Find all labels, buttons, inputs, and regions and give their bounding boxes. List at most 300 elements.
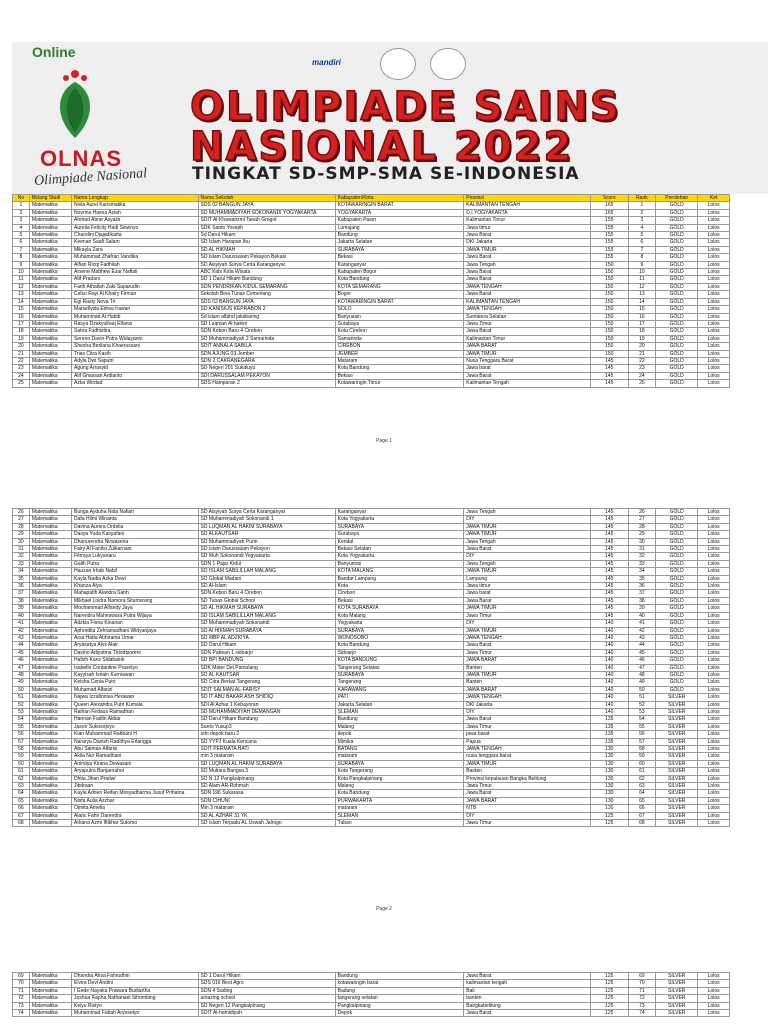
- table-cell: 135: [590, 731, 628, 738]
- table-cell: Matematika: [29, 531, 71, 538]
- table-cell: Galih Putra: [72, 560, 199, 567]
- column-header: Provinsi: [464, 195, 591, 202]
- table-cell: 70: [13, 980, 30, 987]
- table-row: [13, 649, 730, 656]
- table-row: [13, 760, 730, 767]
- table-cell: Keiyu Ristyo: [72, 1002, 199, 1009]
- table-cell: 11: [13, 276, 30, 283]
- table-cell: GOLD: [656, 597, 698, 604]
- table-cell: Kota Cirebon: [335, 328, 464, 335]
- table-cell: SD 1 Darul Hikam Bandung: [198, 276, 335, 283]
- table-cell: 125: [590, 987, 628, 994]
- table-cell: SDIT PERMATA HATI: [198, 746, 335, 753]
- table-cell: 6: [13, 239, 30, 246]
- table-cell: DIY: [464, 708, 591, 715]
- table-cell: GOLD: [656, 568, 698, 575]
- table-cell: Isabelle Contantine Prasetyo: [72, 664, 199, 671]
- table-cell: SILVER: [656, 738, 698, 745]
- table-cell: Lolos: [698, 531, 730, 538]
- table-cell: D.I.YOGYAKARTA: [464, 209, 591, 216]
- table-cell: Matematika: [29, 313, 71, 320]
- table-cell: Lolos: [698, 820, 730, 827]
- table-cell: Shesha Berliana Khaerussani: [72, 343, 199, 350]
- table-cell: 145: [590, 597, 628, 604]
- table-cell: Banyumas: [335, 560, 464, 567]
- table-cell: SD Aisyiyah Surya Certa Karanganyar: [198, 261, 335, 268]
- table-cell: Lampung: [464, 575, 591, 582]
- table-cell: Aurelia Felicity Hadi Siswoyo: [72, 224, 199, 231]
- table-cell: Trias Citra Kasih: [72, 350, 199, 357]
- table-cell: Fairy Al Fanitsi Zulkarnain: [72, 546, 199, 553]
- table-cell: JAWA BARAT: [464, 343, 591, 350]
- table-cell: Matematika: [29, 335, 71, 342]
- table-cell: 49: [13, 679, 30, 686]
- table-cell: 55: [13, 723, 30, 730]
- table-cell: GOLD: [656, 320, 698, 327]
- table-cell: GOLD: [656, 605, 698, 612]
- table-cell: SD MUHAMMADIYAH DEMANGAN: [198, 708, 335, 715]
- table-cell: JAWA TIMUR: [464, 671, 591, 678]
- table-cell: Celso Rayi Al Khairy Firman: [72, 291, 199, 298]
- table-cell: Jawa Tengah: [464, 509, 591, 516]
- table-cell: 59: [13, 753, 30, 760]
- table-cell: 125: [590, 995, 628, 1002]
- table-cell: Jawa Barat: [464, 291, 591, 298]
- table-row: [13, 553, 730, 560]
- table-cell: 45: [13, 649, 30, 656]
- table-row: [13, 738, 730, 745]
- table-cell: 140: [590, 657, 628, 664]
- table-cell: Matematika: [29, 987, 71, 994]
- table-cell: 72: [628, 995, 655, 1002]
- table-cell: 51: [13, 694, 30, 701]
- table-row: [13, 642, 730, 649]
- table-cell: SDN 2 CAKRANEGARA: [198, 357, 335, 364]
- table-cell: Kabupaten Bogor: [335, 269, 464, 276]
- table-row: [13, 634, 730, 641]
- table-cell: Lolos: [698, 671, 730, 678]
- table-cell: 26: [13, 509, 30, 516]
- table-cell: NTB: [464, 805, 591, 812]
- table-cell: 58: [13, 746, 30, 753]
- table-cell: Jason Sukosojoyo: [72, 723, 199, 730]
- table-cell: SD Mutiara Bangsa 3: [198, 768, 335, 775]
- table-cell: Najwa Izzatinnisa Herawan: [72, 694, 199, 701]
- table-cell: JAWA TIMUR: [464, 350, 591, 357]
- table-cell: GOLD: [656, 627, 698, 634]
- table-row: [13, 365, 730, 372]
- table-cell: Joshua Rapha Nathanael Sihombing: [72, 995, 199, 1002]
- table-cell: SILVER: [656, 805, 698, 812]
- table-cell: GOLD: [656, 553, 698, 560]
- table-cell: 145: [590, 516, 628, 523]
- table-cell: 150: [590, 320, 628, 327]
- results-table-page1: [12, 194, 730, 388]
- table-cell: GOLD: [656, 246, 698, 253]
- table-cell: Sereno Davin Putra Widayanto: [72, 335, 199, 342]
- table-cell: Atif Pradani: [72, 276, 199, 283]
- table-cell: Cirebon: [335, 590, 464, 597]
- table-cell: Matematika: [29, 546, 71, 553]
- table-cell: 60: [628, 760, 655, 767]
- table-cell: SDN 1 Pajar Kidul: [198, 560, 335, 567]
- table-cell: 22: [628, 357, 655, 364]
- table-cell: banten: [464, 995, 591, 1002]
- table-cell: GOLD: [656, 224, 698, 231]
- table-cell: SD Alam AR-Rohmah: [198, 783, 335, 790]
- table-cell: 20: [13, 343, 30, 350]
- table-cell: GOLD: [656, 306, 698, 313]
- table-cell: Kota Pangkalpinang: [335, 775, 464, 782]
- table-cell: Jawa Barat: [464, 254, 591, 261]
- table-cell: Marsellysia Edrea Irawan: [72, 306, 199, 313]
- table-cell: Matematika: [29, 523, 71, 530]
- table-cell: Kian Muhammad Rabbani H: [72, 731, 199, 738]
- table-cell: SILVER: [656, 783, 698, 790]
- table-cell: SD YYPJ Kuala Kencana: [198, 738, 335, 745]
- table-row: [13, 746, 730, 753]
- table-cell: PATI: [335, 694, 464, 701]
- table-cell: Bandung: [335, 716, 464, 723]
- table-cell: 38: [628, 597, 655, 604]
- table-cell: Sd Darul Hikam: [198, 232, 335, 239]
- table-cell: 140: [590, 620, 628, 627]
- table-row: [13, 239, 730, 246]
- table-cell: 130: [590, 790, 628, 797]
- table-cell: Kayyisah Isnain Kurniawan: [72, 671, 199, 678]
- table-cell: SD Aisyiyah Surya Certa Karanganyar: [198, 509, 335, 516]
- table-cell: Rasya Dzakyulhaq Elfansi: [72, 320, 199, 327]
- table-cell: 21: [13, 350, 30, 357]
- table-cell: 36: [628, 583, 655, 590]
- table-cell: Matematika: [29, 768, 71, 775]
- results-table-page3: [12, 972, 730, 1017]
- table-cell: 4: [13, 224, 30, 231]
- table-cell: CIREBON: [335, 343, 464, 350]
- table-cell: SDS 02 BANGUN JAYA: [198, 298, 335, 305]
- table-cell: 155: [590, 224, 628, 231]
- table-cell: 150: [590, 343, 628, 350]
- table-cell: Jawa Barat: [464, 372, 591, 379]
- table-cell: SD Negeri 12 Pangkalpinang: [198, 1002, 335, 1009]
- table-cell: 64: [13, 790, 30, 797]
- table-row: [13, 686, 730, 693]
- table-cell: Matematika: [29, 805, 71, 812]
- table-cell: Matematika: [29, 365, 71, 372]
- table-cell: Jakarta Selatan: [335, 239, 464, 246]
- table-cell: JEMBER: [335, 350, 464, 357]
- table-cell: SD ISLAM SABILILLAH MALANG: [198, 568, 335, 575]
- table-cell: sdn depok baru 2: [198, 731, 335, 738]
- table-cell: Jawa Barat: [464, 716, 591, 723]
- results-table-page2: [12, 508, 730, 827]
- table-cell: Lolos: [698, 987, 730, 994]
- table-cell: 155: [590, 246, 628, 253]
- olnas-emblem-icon: [46, 62, 104, 140]
- table-cell: 71: [628, 987, 655, 994]
- table-cell: Lolos: [698, 246, 730, 253]
- table-cell: Mikhael Lisdra Namora Situmorang: [72, 597, 199, 604]
- table-cell: Lolos: [698, 760, 730, 767]
- table-cell: JAWA TIMUR: [464, 246, 591, 253]
- table-row: [13, 209, 730, 216]
- table-cell: nusa tenggara barat: [464, 753, 591, 760]
- table-cell: Lolos: [698, 634, 730, 641]
- table-cell: GOLD: [656, 283, 698, 290]
- table-cell: Lolos: [698, 753, 730, 760]
- table-cell: Hannan Fadlin Akbar: [72, 716, 199, 723]
- table-cell: Nisfa Aulia Azzhar: [72, 797, 199, 804]
- table-cell: 35: [628, 575, 655, 582]
- table-row: [13, 590, 730, 597]
- table-cell: Matematika: [29, 553, 71, 560]
- table-cell: 66: [628, 805, 655, 812]
- table-cell: Narendra Maheswara Putra Wijaya: [72, 612, 199, 619]
- table-cell: Matematika: [29, 343, 71, 350]
- table-cell: Tangerang: [335, 679, 464, 686]
- table-cell: 57: [628, 738, 655, 745]
- table-cell: Jawa Barat: [464, 642, 591, 649]
- column-header: Bidang Studi: [29, 195, 71, 202]
- table-cell: min 3 mataram: [198, 753, 335, 760]
- table-cell: Lolos: [698, 306, 730, 313]
- table-cell: Kota: [335, 583, 464, 590]
- table-cell: SD Muhammadiyah Sokonandi 1: [198, 516, 335, 523]
- table-cell: SURABAYA: [335, 523, 464, 530]
- table-cell: Jawa barat: [464, 590, 591, 597]
- table-cell: 15: [628, 306, 655, 313]
- table-row: [13, 269, 730, 276]
- table-cell: 67: [628, 812, 655, 819]
- table-cell: SDI Al Azhar 1 Kebayoran: [198, 701, 335, 708]
- table-cell: 32: [628, 553, 655, 560]
- table-cell: Lolos: [698, 583, 730, 590]
- table-row: [13, 357, 730, 364]
- table-cell: Matematika: [29, 671, 71, 678]
- table-cell: tangerang selatan: [335, 995, 464, 1002]
- table-cell: Matematika: [29, 694, 71, 701]
- table-cell: Jawa barat: [464, 365, 591, 372]
- table-cell: Alaric Fahri Darendra: [72, 812, 199, 819]
- table-cell: Sumatera Selatan: [464, 313, 591, 320]
- table-cell: 40: [628, 612, 655, 619]
- table-cell: kalimantan tengah: [464, 980, 591, 987]
- table-cell: Lolos: [698, 217, 730, 224]
- table-cell: SDN CIHUNI: [198, 797, 335, 804]
- table-cell: KOTA SURABAYA: [335, 605, 464, 612]
- table-cell: Matematika: [29, 320, 71, 327]
- table-cell: 49: [628, 679, 655, 686]
- table-cell: Lolos: [698, 605, 730, 612]
- table-cell: 145: [590, 612, 628, 619]
- table-cell: Lolos: [698, 783, 730, 790]
- table-cell: Lolos: [698, 254, 730, 261]
- table-cell: Lolos: [698, 335, 730, 342]
- table-cell: 17: [13, 320, 30, 327]
- table-cell: 130: [590, 768, 628, 775]
- table-cell: Matematika: [29, 716, 71, 723]
- table-cell: Matematika: [29, 634, 71, 641]
- table-cell: 135: [590, 723, 628, 730]
- table-cell: GOLD: [656, 590, 698, 597]
- table-cell: Lolos: [698, 738, 730, 745]
- table-cell: Bekasi: [335, 372, 464, 379]
- table-cell: KALIMANTAN TENGAH: [464, 202, 591, 209]
- table-cell: 33: [13, 560, 30, 567]
- table-cell: 42: [13, 627, 30, 634]
- table-cell: Lolos: [698, 768, 730, 775]
- table-cell: Bandung: [335, 973, 464, 980]
- table-cell: SILVER: [656, 746, 698, 753]
- table-cell: SILVER: [656, 980, 698, 987]
- table-cell: Banten: [464, 679, 591, 686]
- table-cell: 46: [628, 657, 655, 664]
- table-cell: Lolos: [698, 731, 730, 738]
- table-cell: Lolos: [698, 320, 730, 327]
- table-cell: GOLD: [656, 531, 698, 538]
- table-cell: Lolos: [698, 509, 730, 516]
- table-cell: SD Darul Hikam: [198, 642, 335, 649]
- event-subtitle: TINGKAT SD-SMP-SMA SE-INDONESIA: [192, 164, 580, 184]
- table-row: [13, 298, 730, 305]
- table-cell: 61: [628, 768, 655, 775]
- table-cell: JAWA TIMUR: [464, 760, 591, 767]
- table-cell: Matematika: [29, 232, 71, 239]
- table-cell: 135: [590, 716, 628, 723]
- table-cell: 73: [628, 1002, 655, 1009]
- table-cell: Hauzan Irhab Nabil: [72, 568, 199, 575]
- table-cell: 130: [590, 753, 628, 760]
- table-cell: Jakarta Selatan: [335, 701, 464, 708]
- table-cell: Matematika: [29, 372, 71, 379]
- table-cell: GOLD: [656, 620, 698, 627]
- table-cell: 28: [13, 523, 30, 530]
- table-cell: 28: [628, 523, 655, 530]
- table-cell: SILVER: [656, 760, 698, 767]
- table-cell: 130: [590, 797, 628, 804]
- table-cell: 15: [13, 306, 30, 313]
- table-cell: JAWA TIMUR: [464, 523, 591, 530]
- table-cell: 30: [628, 538, 655, 545]
- table-cell: GOLD: [656, 298, 698, 305]
- table-cell: 29: [13, 531, 30, 538]
- table-cell: Kabupaten Paser: [335, 217, 464, 224]
- table-cell: SD Muhammadiyah 2 Samarinda: [198, 335, 335, 342]
- table-cell: 53: [13, 708, 30, 715]
- table-cell: Bangkabelitung: [464, 1002, 591, 1009]
- table-cell: SILVER: [656, 1002, 698, 1009]
- table-cell: Mochammad Alfandy Jaya: [72, 605, 199, 612]
- table-cell: SILVER: [656, 797, 698, 804]
- table-cell: Matematika: [29, 775, 71, 782]
- table-cell: 47: [13, 664, 30, 671]
- table-cell: Matematika: [29, 597, 71, 604]
- event-banner: [12, 42, 768, 194]
- table-cell: SD LUQMAN AL HAKIM SURABAYA: [198, 523, 335, 530]
- table-cell: 46: [13, 657, 30, 664]
- table-cell: SD Muh Sokonandi Yogyakarta: [198, 553, 335, 560]
- table-cell: SD Darul Hikam Bandung: [198, 716, 335, 723]
- table-cell: 23: [628, 365, 655, 372]
- table-cell: Jawa Barat: [464, 269, 591, 276]
- table-cell: SILVER: [656, 716, 698, 723]
- table-cell: 71: [13, 987, 30, 994]
- table-cell: Anindya Kirana Dewasani: [72, 760, 199, 767]
- table-cell: 155: [590, 232, 628, 239]
- table-cell: SD MUHAMMADIYAH SOKONANDI YOGYAKARTA: [198, 209, 335, 216]
- table-cell: 54: [13, 716, 30, 723]
- table-cell: SDI DARUSSALAM PEKAYON: [198, 372, 335, 379]
- table-cell: Lolos: [698, 575, 730, 582]
- table-cell: Jawa Barat: [464, 232, 591, 239]
- table-cell: Aryaputra Banjarnahor: [72, 768, 199, 775]
- table-cell: 130: [590, 760, 628, 767]
- table-cell: 72: [13, 995, 30, 1002]
- table-cell: 66: [13, 805, 30, 812]
- table-cell: SILVER: [656, 768, 698, 775]
- table-row: [13, 246, 730, 253]
- table-cell: Kota Bandung: [335, 790, 464, 797]
- table-cell: 48: [628, 671, 655, 678]
- table-cell: Lolos: [698, 202, 730, 209]
- table-row: [13, 546, 730, 553]
- table-cell: Matematika: [29, 746, 71, 753]
- table-cell: SILVER: [656, 708, 698, 715]
- table-cell: 8: [628, 254, 655, 261]
- table-cell: GOLD: [656, 642, 698, 649]
- table-cell: 29: [628, 531, 655, 538]
- table-cell: SILVER: [656, 820, 698, 827]
- table-cell: 31: [628, 546, 655, 553]
- table-cell: Karanganyar: [335, 509, 464, 516]
- table-cell: Lolos: [698, 708, 730, 715]
- table-cell: Muhammad Fattah Aryosetyo: [72, 1010, 199, 1017]
- table-cell: GOLD: [656, 657, 698, 664]
- table-cell: Mimika: [335, 738, 464, 745]
- table-cell: 41: [628, 620, 655, 627]
- table-cell: Jawa Barat: [464, 328, 591, 335]
- table-cell: 4: [628, 224, 655, 231]
- column-header: Nama Lengkap: [72, 195, 199, 202]
- table-cell: Jawa Barat: [464, 973, 591, 980]
- table-row: [13, 372, 730, 379]
- table-row: [13, 987, 730, 994]
- table-cell: 21: [628, 350, 655, 357]
- table-row: [13, 1002, 730, 1009]
- table-cell: 53: [628, 708, 655, 715]
- table-cell: Matematika: [29, 217, 71, 224]
- table-cell: 56: [13, 731, 30, 738]
- table-cell: 69: [13, 973, 30, 980]
- table-cell: SD Global Madani: [198, 575, 335, 582]
- table-cell: 11: [628, 276, 655, 283]
- table-row: [13, 320, 730, 327]
- table-cell: Karanganyar: [335, 261, 464, 268]
- table-cell: Chandini Djajadikarta: [72, 232, 199, 239]
- table-cell: Queen Alexandra Putri Kumala: [72, 701, 199, 708]
- table-cell: Jawa Barat: [464, 790, 591, 797]
- table-cell: Lolos: [698, 642, 730, 649]
- table-cell: Matematika: [29, 246, 71, 253]
- table-cell: Davina Aurora Ordelia: [72, 523, 199, 530]
- table-cell: 30: [13, 538, 30, 545]
- table-cell: GOLD: [656, 291, 698, 298]
- table-cell: SDN PENDRIKAN KIDUL SEMARANG: [198, 283, 335, 290]
- table-cell: Aryasatya Alvs Alair: [72, 642, 199, 649]
- table-cell: 62: [13, 775, 30, 782]
- table-cell: SLEMAN: [335, 708, 464, 715]
- table-cell: 62: [628, 775, 655, 782]
